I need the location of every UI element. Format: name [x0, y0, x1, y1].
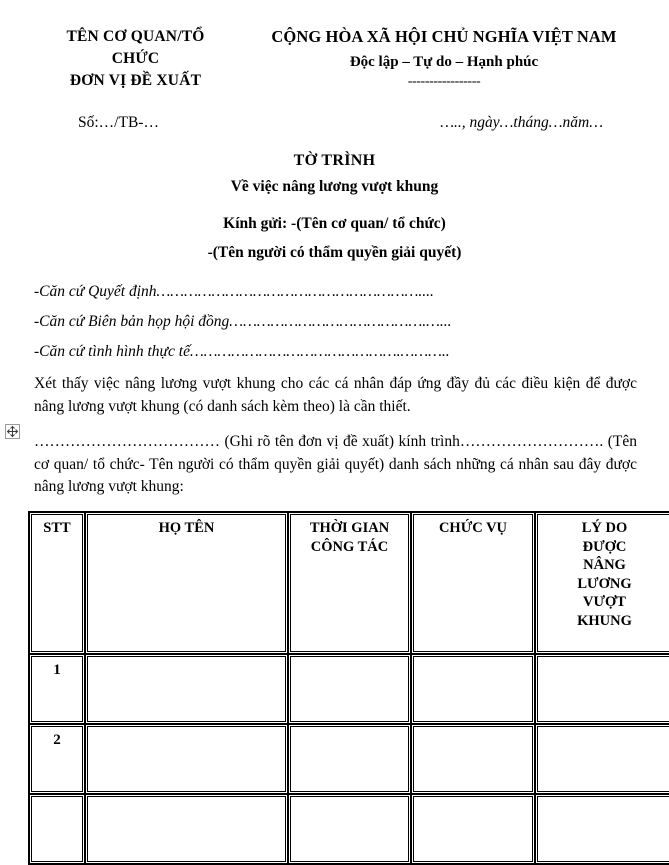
document-header [28, 0, 641, 92]
table-body [29, 654, 669, 864]
reason-word-1: LÝ DO [581, 520, 628, 537]
cell-reason[interactable] [535, 724, 669, 794]
cell-work-period[interactable] [288, 794, 411, 864]
column-header-stt: STT [29, 512, 85, 654]
basis-line-decision: -Căn cứ Quyết định………………………………………………….... [34, 282, 434, 300]
reason-word-4: LƯƠNG [577, 575, 632, 592]
cell-work-period[interactable] [288, 654, 411, 724]
cell-full-name[interactable] [85, 654, 288, 724]
cell-full-name[interactable] [85, 724, 288, 794]
table-header [29, 512, 669, 654]
cell-full-name[interactable] [85, 794, 288, 864]
document-date-line: ….., ngày…tháng…năm… [440, 114, 603, 131]
national-heading-block [243, 26, 641, 89]
table-header-row [29, 512, 669, 654]
page-title: TỜ TRÌNH [293, 152, 376, 169]
work-period-line-1: THỜI GIAN [309, 520, 390, 537]
cell-reason[interactable] [535, 654, 669, 724]
document-number: Số:…/TB-… [78, 114, 159, 131]
table-row[interactable] [29, 654, 669, 724]
legal-basis-list [28, 283, 641, 360]
cell-stt[interactable] [29, 794, 85, 864]
document-title-block [28, 151, 641, 264]
basis-line-actual-situation: -Căn cứ tình hình thực tế……………………………………….……….. [34, 342, 450, 360]
motto-underline-rule: ----------------- [407, 73, 481, 89]
basis-line-meeting-minutes: -Căn cứ Biên bản họp hội đồng…………………………………….…... [34, 312, 452, 330]
cell-work-period[interactable] [288, 724, 411, 794]
issuing-organization-block [28, 26, 243, 92]
organization-name-line-1: TÊN CƠ QUAN/TỔ [66, 28, 205, 45]
work-period-line-2: CÔNG TÁC [310, 538, 389, 555]
cell-reason[interactable] [535, 794, 669, 864]
document-subtitle: Về việc nâng lương vượt khung [230, 177, 439, 195]
column-header-work-period [288, 512, 411, 654]
reason-word-3: NÂNG [583, 557, 626, 574]
cell-stt[interactable]: 1 [29, 654, 85, 724]
recipient-organization-line: Kính gửi: -(Tên cơ quan/ tổ chức) [223, 214, 446, 232]
national-motto: Độc lập – Tự do – Hạnh phúc [349, 54, 539, 71]
move-cross-icon[interactable] [5, 424, 20, 439]
reason-word-5: VƯỢT [583, 594, 626, 611]
cell-stt[interactable]: 2 [29, 724, 85, 794]
column-header-reason [535, 512, 669, 654]
table-row[interactable] [29, 794, 669, 864]
recipient-person-line: -(Tên người có thẩm quyền giải quyết) [207, 243, 462, 261]
proposing-unit-line: ĐƠN VỊ ĐỀ XUẤT [69, 72, 202, 89]
staff-list-table[interactable] [28, 511, 669, 865]
reason-word-6: KHUNG [577, 612, 632, 629]
column-header-position: CHỨC VỤ [411, 512, 535, 654]
column-header-full-name: HỌ TÊN [85, 512, 288, 654]
paragraph-submission: ……………………………… (Ghi rõ tên đơn vị đề xuất) kính trình………………………. (Tên cơ quan/ tổ chức- Tên người có thẩm quyền giải quyết) danh sách những cá nhân sau đây được nâng lương vượt khung: [34, 433, 637, 496]
cell-position[interactable] [411, 654, 535, 724]
cell-position[interactable] [411, 724, 535, 794]
national-title: CỘNG HÒA XÃ HỘI CHỦ NGHĨA VIỆT NAM [271, 27, 617, 46]
staff-table-wrapper [28, 511, 641, 865]
organization-name-line-2: CHỨC [111, 50, 160, 67]
cell-position[interactable] [411, 794, 535, 864]
document-meta-row [28, 114, 641, 132]
table-row[interactable] [29, 724, 669, 794]
reason-word-2: ĐƯỢC [582, 538, 627, 555]
paragraph-consideration: Xét thấy việc nâng lương vượt khung cho các cá nhân đáp ứng đầy đủ các điều kiện để được nâng lương vượt khung (có danh sách kèm theo) là cần thiết. [34, 374, 637, 415]
